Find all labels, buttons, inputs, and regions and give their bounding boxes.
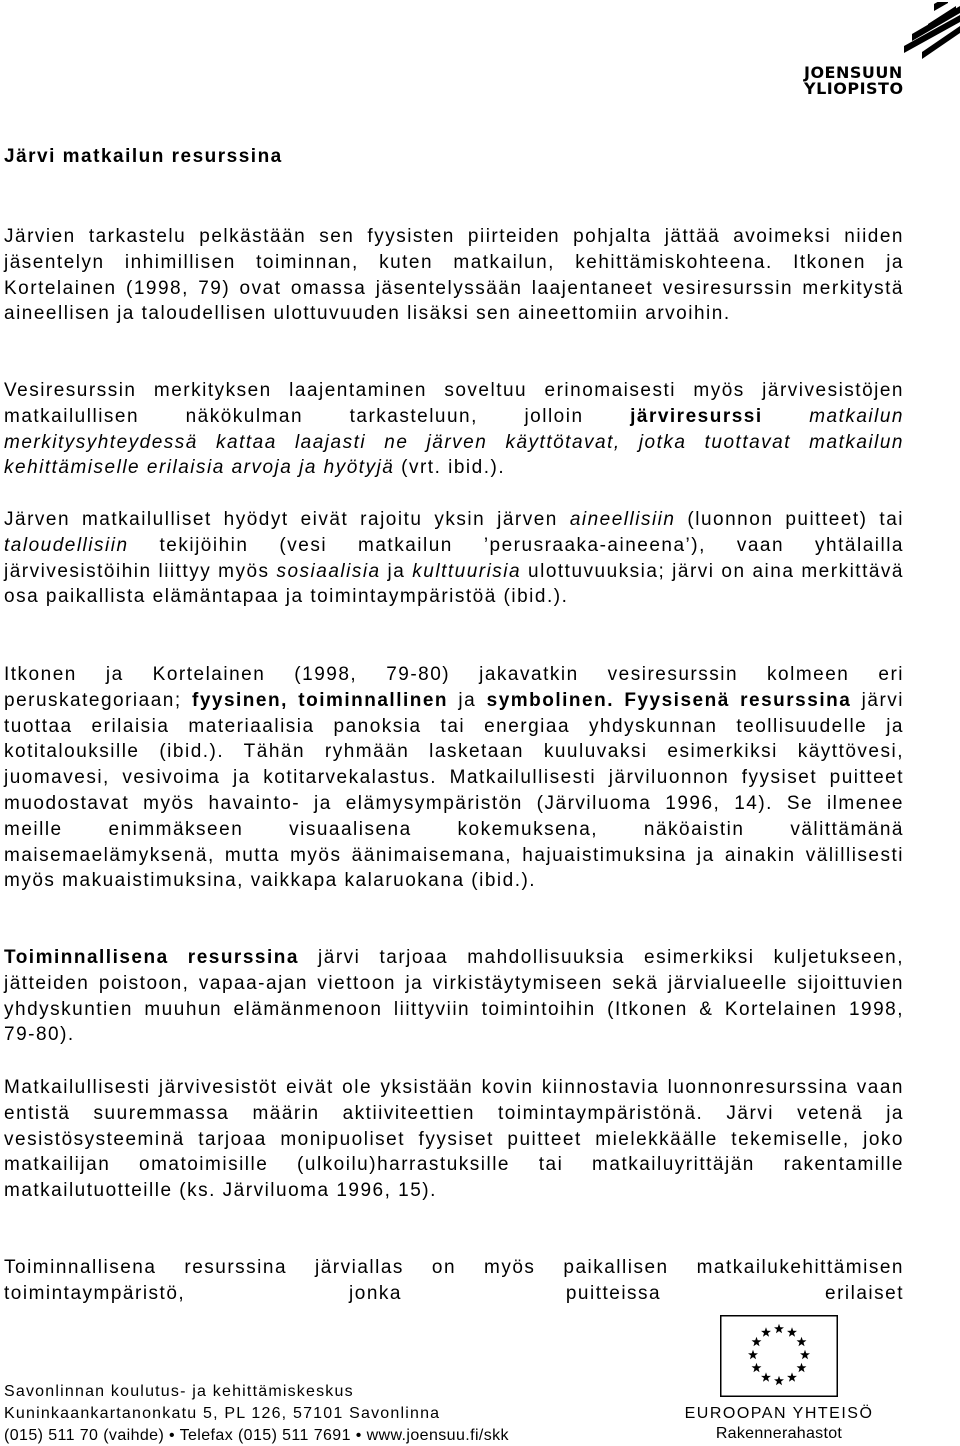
logo-line-1: JOENSUUN bbox=[804, 63, 903, 82]
paragraph-3-text-i: ulottuvuuksia; järvi on aina merkittävä osa paikallista elämäntapaa ja toimintaympäristöä (ibid.). bbox=[4, 560, 904, 608]
page-title: Järvi matkailun resurssina bbox=[4, 146, 283, 167]
eu-label-line-2: Rakennerahastot bbox=[715, 1425, 843, 1442]
paragraph-2-text: Vesiresurssin merkityksen laajentaminen soveltuu erinomaisesti myös järvivesistöjen matkailullisen näkökulman tarkasteluun, jolloin bbox=[4, 380, 904, 427]
paragraph-6 bbox=[4, 1075, 904, 1204]
paragraph-7 bbox=[4, 1255, 904, 1307]
paragraph-3 bbox=[4, 507, 904, 610]
paragraph-2 bbox=[4, 378, 904, 481]
paragraph-2-italic: matkailun merkitysyhteydessä kattaa laajasti ne järven käyttötavat, jotka tuottavat matkailun kehittämiselle erilaisia arvoja ja hyötyjä bbox=[4, 405, 905, 479]
eu-label-line-1: EUROOPAN YHTEISÖ bbox=[684, 1405, 874, 1422]
paragraph-4-text-c: ja bbox=[448, 689, 487, 711]
paragraph-4-text-e: järvi tuottaa erilaisia materiaalisia panoksia tai energiaa yhdyskunnan teollisuudelle ja kotitalouksille (ibid.). Tähän ryhmään lasketaan kuuluvaksi esimerkiksi käyttövesi, juomavesi, vesivoima ja kotitarvekalastus. Matkailullisesti järviluonnon fyysiset puitteet muodostavat myös havainto- ja elämysympäristön (Järviluoma 1996, 14). Se ilmenee meille enimmäkseen visuaalisena kokemuksena, näköaistin välittämänä maisemaelämyksenä, mutta myös äänimaisemana, hajuaistimuksina ja ainakin välillisesti myös makuaistimuksina, vaikkapa kalaruokana (ibid.). bbox=[4, 689, 905, 892]
term-toiminnallisena: Toiminnallisena resurssina bbox=[4, 947, 299, 968]
paragraph-6-text: Matkailullisesti järvivesistöt eivät ole yksistään kovin kiinnostavia luonnonresurssina vaan entistä suuremmassa määrin aktiiviteettien toimintaympäristönä. Järvi vetenä ja vesistösysteeminä tarjoaa monipuoliset fyysiset puitteet mielekkäälle tekemiselle, joko matkailijan omatoimisille (ulkoilu)harrastuksille tai matkailuyrittäjän rakentamille matkailutuotteille (ks. Järviluoma 1996, 15). bbox=[4, 1077, 904, 1202]
paragraph-5-text: järvi tarjoaa mahdollisuuksia esimerkiksi kuljetukseen, jätteiden poistoon, vapaa-ajan viettoon ja virkistäytymiseen sekä järvialueelle sijoittuvien yhdyskuntien muuhun elämänmenoon liittyviin toimintoihin (Itkonen & Kortelainen 1998, 79-80). bbox=[4, 947, 904, 1046]
university-logo bbox=[800, 2, 960, 102]
footer-line-3: (015) 511 70 (vaihde) • Telefax (015) 511 7691 • www.joensuu.fi/skk bbox=[4, 1427, 509, 1444]
paragraph-1 bbox=[4, 224, 904, 327]
paragraph-3-text-e: tekijöihin (vesi matkailun ’perusraaka-aineena’), vaan yhtälailla järvivesistöihin liittyy myös bbox=[4, 534, 904, 582]
term-jarviresurssi: järviresurssi bbox=[630, 405, 763, 427]
term-categories: fyysinen, toiminnallinen bbox=[192, 689, 449, 711]
footer-line-1: Savonlinnan koulutus- ja kehittämiskeskus bbox=[4, 1383, 354, 1400]
paragraph-1-text: Järvien tarkastelu pelkästään sen fyysisten piirteiden pohjalta jättää avoimeksi niiden jäsentelyn inhimillisen toiminnan, kuten matkailun, kehittämiskohteena. Itkonen ja Kortelainen (1998, 79) ovat omassa jäsentelyssään laajentaneet vesiresurssin merkitystä aineellisen ja taloudellisen ulottuvuuden lisäksi sen aineettomiin arvoihin. bbox=[4, 226, 904, 325]
term-kulttuurisia: kulttuurisia bbox=[412, 560, 522, 582]
paragraph-2-citation: (vrt. ibid.). bbox=[394, 457, 506, 479]
term-taloudellisiin: taloudellisiin bbox=[4, 534, 129, 556]
paragraph-3-text-c: (luonnon puitteet) tai bbox=[675, 509, 904, 530]
paragraph-3-text-g: ja bbox=[380, 560, 413, 582]
paragraph-2-space bbox=[763, 406, 810, 427]
paragraph-5 bbox=[4, 945, 904, 1048]
logo-line-2: YLIOPISTO bbox=[804, 79, 904, 98]
paragraph-3-text-a: Järven matkailulliset hyödyt eivät rajoitu yksin järven bbox=[4, 509, 570, 530]
paragraph-4-text-a: Itkonen ja Kortelainen (1998, 79-80) jakavatkin vesiresurssin kolmeen eri peruskategoriaan; bbox=[4, 664, 904, 711]
eu-label bbox=[666, 1404, 892, 1444]
term-sosiaalisia: sosiaalisia bbox=[276, 560, 381, 582]
eu-stars-flag-icon bbox=[720, 1315, 838, 1397]
logo-stripes-icon bbox=[800, 2, 960, 64]
paragraph-4 bbox=[4, 662, 904, 894]
paragraph-7-text: Toiminnallisena resurssina järviallas on myös paikallisen matkailukehittämisen toimintaympäristö, jonka puitteissa erilaiset bbox=[4, 1257, 904, 1304]
footer-line-2: Kuninkaankartanonkatu 5, PL 126, 57101 Savonlinna bbox=[4, 1405, 441, 1422]
term-symbolinen: symbolinen. Fyysisenä resurssina bbox=[486, 689, 852, 711]
term-aineellisiin: aineellisiin bbox=[569, 509, 676, 530]
